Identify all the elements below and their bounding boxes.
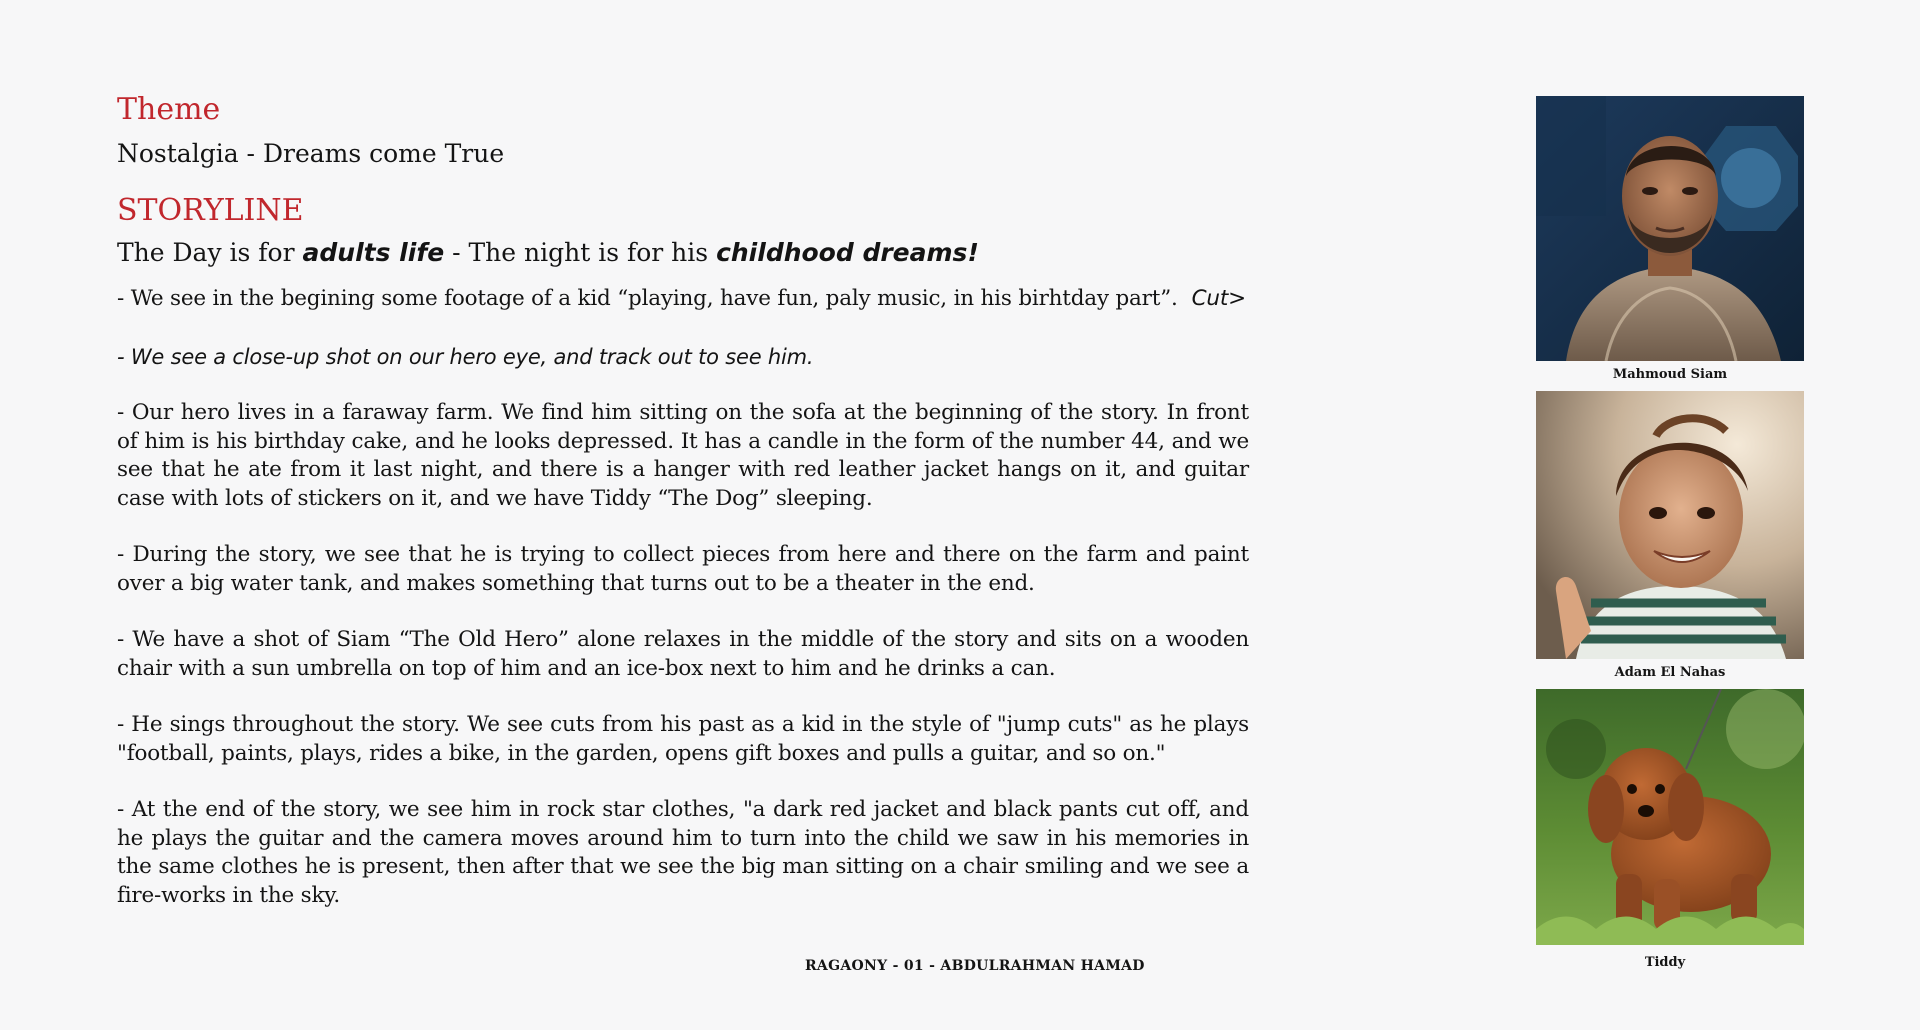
cast-caption-3: Tiddy: [1644, 955, 1686, 970]
cast-caption-1: Mahmoud Siam: [1612, 367, 1728, 382]
cast-photo-mahmoud-siam: [1536, 96, 1804, 361]
tagline-emphasis-adults: adults life: [302, 237, 445, 267]
theme-heading: Theme: [117, 92, 221, 127]
tagline-emphasis-dreams: childhood dreams!: [716, 237, 979, 267]
story-paragraph-7: - At the end of the story, we see him in rock star clothes, "a dark red jacket and black pants cut off, and he plays the guitar and the camera moves around him to turn into the child we saw in his memories in the same clothes he is present, then after that we see the big man sitting on a chair smiling and we see a fire-works in the sky.: [117, 797, 1249, 908]
paragraph-1-text: - We see in the begining some footage of a kid “playing, have fun, paly music, in his birhtday part”.: [117, 286, 1178, 311]
story-paragraph-6: - He sings throughout the story. We see cuts from his past as a kid in the style of "jump cuts" as he plays "football, paints, plays, rides a bike, in the garden, opens gift boxes and pulls a guitar, and so on.": [117, 712, 1249, 766]
page-footer: RAGAONY - 01 - ABDULRAHMAN HAMAD: [805, 958, 1145, 974]
story-paragraph-4: - During the story, we see that he is trying to collect pieces from here and there on the farm and paint over a big water tank, and makes something that turns out to be a theater in the end.: [117, 542, 1249, 596]
cast-photo-tiddy: [1536, 689, 1804, 945]
dog-image: [1536, 689, 1804, 945]
portrait-man-image: [1536, 96, 1804, 361]
tagline-part-1: The Day is for: [117, 237, 303, 267]
story-paragraph-2: - We see a close-up shot on our hero eye, and track out to see him.: [117, 344, 814, 369]
story-paragraph-1: [117, 285, 1249, 314]
portrait-child-image: [1536, 391, 1804, 659]
storyline-tagline: [117, 237, 1249, 270]
theme-value: Nostalgia - Dreams come True: [117, 139, 505, 168]
story-paragraph-5: - We have a shot of Siam “The Old Hero” alone relaxes in the middle of the story and sits on a wooden chair with a sun umbrella on top of him and an ice-box next to him and he drinks a can.: [117, 627, 1249, 681]
content-column: [117, 92, 1249, 910]
cast-caption-2: Adam El Nahas: [1614, 665, 1726, 680]
cast-photo-adam-el-nahas: [1536, 391, 1804, 659]
cast-column: [1536, 96, 1804, 977]
tagline-part-2: - The night is for his: [444, 237, 717, 267]
story-paragraph-3: - Our hero lives in a faraway farm. We find him sitting on the sofa at the beginning of the story. In front of him is his birthday cake, and he looks depressed. It has a candle in the form of the number 44, and we see that he ate from it last night, and there is a hanger with red leather jacket hangs on it, and guitar case with lots of stickers on it, and we have Tiddy “The Dog” sleeping.: [117, 400, 1249, 511]
cut-marker: Cut>: [1191, 286, 1246, 311]
storyline-heading: STORYLINE: [117, 192, 304, 228]
